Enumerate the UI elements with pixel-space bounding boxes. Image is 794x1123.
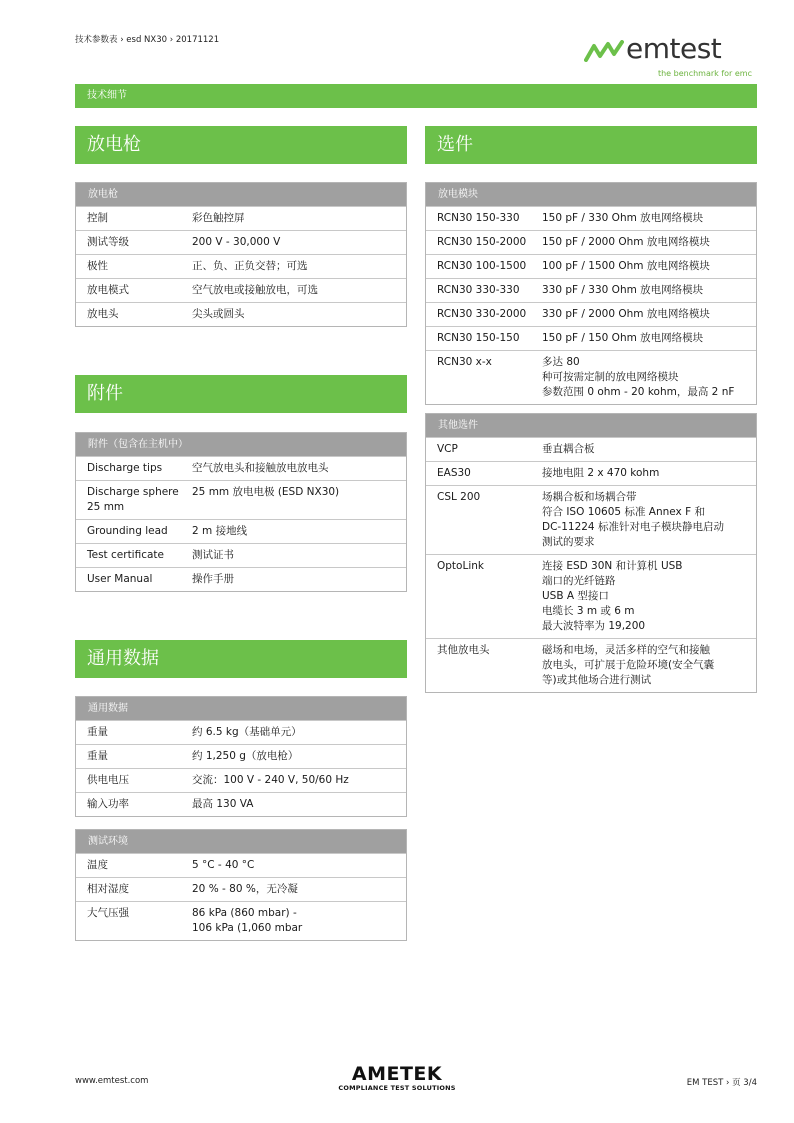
table-row xyxy=(76,792,406,816)
row-label: Test certificate xyxy=(87,549,164,561)
row-value: 100 pF / 1500 Ohm 放电网络模块 xyxy=(542,260,710,272)
table-discharge-gun xyxy=(75,182,407,327)
row-value: 20 % - 80 %，无冷凝 xyxy=(192,883,298,895)
row-value: 多达 80 种可按需定制的放电网络模块 参数范围 0 ohm - 20 kohm，最高 2 nF xyxy=(542,356,735,398)
row-label: 放电模式 xyxy=(87,284,129,296)
table-row xyxy=(76,480,406,519)
row-label: RCN30 330-2000 xyxy=(437,308,527,320)
table-row xyxy=(76,230,406,254)
row-label: 输入功率 xyxy=(87,798,129,810)
row-value: 场耦合板和场耦合带 符合 ISO 10605 标准 Annex F 和 DC-11224 标准针对电子模块静电启动 测试的要求 xyxy=(542,491,724,548)
ametek-subtitle: COMPLIANCE TEST SOLUTIONS xyxy=(338,1084,456,1092)
table-row xyxy=(426,461,756,485)
table-row xyxy=(76,302,406,326)
row-label: 温度 xyxy=(87,859,108,871)
row-label: RCN30 150-330 xyxy=(437,212,520,224)
table-row xyxy=(76,744,406,768)
row-value: 接地电阻 2 x 470 kohm xyxy=(542,467,660,479)
row-label: 控制 xyxy=(87,212,108,224)
row-label: RCN30 150-150 xyxy=(437,332,520,344)
section-bar: 技术细节 xyxy=(75,84,757,108)
table-row xyxy=(426,254,756,278)
table-row xyxy=(76,254,406,278)
table-row xyxy=(426,485,756,554)
row-value: 连接 ESD 30N 和计算机 USB 端口的光纤链路 USB A 型接口 电缆长 3 m 或 6 m 最大波特率为 19,200 xyxy=(542,560,683,632)
row-label: 放电头 xyxy=(87,308,119,320)
section-title-accessories: 附件 xyxy=(75,375,407,413)
table-row xyxy=(426,230,756,254)
row-value: 空气放电头和接触放电放电头 xyxy=(192,462,329,474)
section-title-general-data: 通用数据 xyxy=(75,640,407,678)
table-row xyxy=(426,278,756,302)
table-row xyxy=(76,567,406,591)
row-value: 2 m 接地线 xyxy=(192,525,248,537)
row-label: RCN30 100-1500 xyxy=(437,260,527,272)
table-general-data xyxy=(75,696,407,817)
row-label: RCN30 330-330 xyxy=(437,284,520,296)
row-value: 150 pF / 150 Ohm 放电网络模块 xyxy=(542,332,704,344)
table-row xyxy=(426,302,756,326)
table-row xyxy=(426,206,756,230)
row-value: 150 pF / 2000 Ohm 放电网络模块 xyxy=(542,236,710,248)
table-row xyxy=(76,768,406,792)
table-row xyxy=(76,278,406,302)
table-test-environment xyxy=(75,829,407,941)
row-value: 150 pF / 330 Ohm 放电网络模块 xyxy=(542,212,704,224)
row-label: Discharge sphere 25 mm xyxy=(87,486,179,513)
table-header: 通用数据 xyxy=(76,697,406,720)
row-value: 磁场和电场，灵活多样的空气和接触 放电头，可扩展于危险环境(安全气囊 等)或其他场合进行测试 xyxy=(542,644,715,686)
row-value: 彩色触控屏 xyxy=(192,212,245,224)
row-label: 极性 xyxy=(87,260,108,272)
row-value: 25 mm 放电电极 (ESD NX30) xyxy=(192,486,340,498)
page-number: EM TEST › 页 3/4 xyxy=(686,1078,757,1088)
table-row xyxy=(76,720,406,744)
table-accessories xyxy=(75,432,407,592)
ametek-wordmark: AMETEK xyxy=(351,1063,443,1085)
row-value: 200 V - 30,000 V xyxy=(192,236,281,248)
row-label: CSL 200 xyxy=(437,491,481,503)
table-header: 放电枪 xyxy=(76,183,406,206)
section-title-discharge-gun: 放电枪 xyxy=(75,126,407,164)
section-title-options: 选件 xyxy=(425,126,757,164)
footer-url: www.emtest.com xyxy=(75,1076,149,1086)
row-label: Discharge tips xyxy=(87,462,163,474)
row-value: 5 °C - 40 °C xyxy=(192,859,255,871)
table-row xyxy=(76,877,406,901)
table-header: 测试环境 xyxy=(76,830,406,853)
table-row xyxy=(76,543,406,567)
table-row xyxy=(76,206,406,230)
table-row xyxy=(426,437,756,461)
table-row xyxy=(426,554,756,638)
table-header: 附件（包含在主机中） xyxy=(76,433,406,456)
row-label: OptoLink xyxy=(437,560,484,572)
table-header: 放电模块 xyxy=(426,183,756,206)
table-row xyxy=(426,638,756,692)
table-row xyxy=(76,519,406,543)
row-value: 约 1,250 g（放电枪） xyxy=(192,750,299,762)
row-label: 重量 xyxy=(87,750,108,762)
row-label: 重量 xyxy=(87,726,108,738)
row-value: 86 kPa (860 mbar) - 106 kPa (1,060 mbar xyxy=(192,907,303,934)
row-value: 交流：100 V - 240 V, 50/60 Hz xyxy=(192,774,349,786)
ametek-logo xyxy=(332,1064,462,1098)
row-value: 操作手册 xyxy=(192,573,234,585)
logo-text: emtest xyxy=(626,32,722,65)
row-value: 空气放电或接触放电，可选 xyxy=(192,284,318,296)
logo-wave-icon xyxy=(584,40,624,62)
row-label: 其他放电头 xyxy=(437,644,490,656)
row-label: User Manual xyxy=(87,573,153,585)
row-label: RCN30 x-x xyxy=(437,356,492,368)
emtest-logo xyxy=(584,32,754,86)
table-row xyxy=(76,901,406,940)
row-value: 330 pF / 330 Ohm 放电网络模块 xyxy=(542,284,704,296)
row-label: RCN30 150-2000 xyxy=(437,236,527,248)
row-value: 垂直耦合板 xyxy=(542,443,595,455)
row-label: 相对湿度 xyxy=(87,883,129,895)
row-value: 正、负、正负交替；可选 xyxy=(192,260,308,272)
table-discharge-modules xyxy=(425,182,757,405)
row-label: EAS30 xyxy=(437,467,471,479)
row-value: 尖头或圆头 xyxy=(192,308,245,320)
row-value: 330 pF / 2000 Ohm 放电网络模块 xyxy=(542,308,710,320)
table-row xyxy=(76,456,406,480)
row-value: 测试证书 xyxy=(192,549,234,561)
table-other-options xyxy=(425,413,757,693)
row-value: 最高 130 VA xyxy=(192,798,254,810)
row-value: 约 6.5 kg（基础单元） xyxy=(192,726,302,738)
row-label: 测试等级 xyxy=(87,236,129,248)
table-row xyxy=(76,853,406,877)
row-label: VCP xyxy=(437,443,458,455)
table-row xyxy=(426,350,756,404)
row-label: 大气压强 xyxy=(87,907,129,919)
logo-tagline: the benchmark for emc xyxy=(657,69,752,78)
table-header: 其他选件 xyxy=(426,414,756,437)
row-label: 供电电压 xyxy=(87,774,129,786)
breadcrumb: 技术参数表 › esd NX30 › 20171121 xyxy=(75,35,220,45)
row-label: Grounding lead xyxy=(87,525,168,537)
table-row xyxy=(426,326,756,350)
